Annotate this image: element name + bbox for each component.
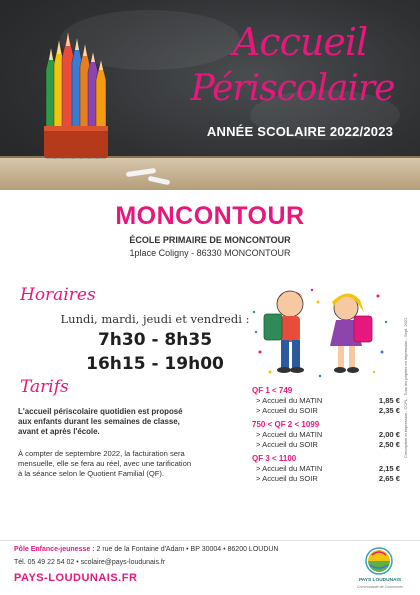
tarifs-heading: Tarifs — [20, 377, 69, 397]
qf-label: 750 < QF 2 < 1099 — [252, 420, 320, 429]
horaires-heading: Horaires — [20, 285, 96, 305]
billing-note-line: À compter de septembre 2022, la facturation sera — [18, 449, 185, 458]
price-label: > Accueil du MATIN — [256, 430, 323, 439]
footer-contact[interactable]: Tél. 05 49 22 54 02 • scolaire@pays-loudunais.fr — [14, 559, 166, 566]
qf-label: QF 1 < 749 — [252, 386, 293, 395]
pencils-illustration — [40, 30, 112, 160]
print-credit: Conception et impression : CCPL - Tous les papiers en impression - Sept. 2022 — [403, 317, 408, 458]
tarif-intro-line: L'accueil périscolaire quotidien est proposé — [18, 407, 183, 416]
price-row — [252, 396, 412, 406]
price-label: > Accueil du SOIR — [256, 406, 318, 415]
billing-note-line: à la séance selon le Quotient Familial (QF). — [18, 469, 165, 478]
billing-note-line: mensuelle, elle se fera au réel, avec une tarification — [18, 459, 192, 468]
chalk-tray — [0, 158, 420, 190]
price-value: 2,00 € — [378, 430, 400, 439]
pole-address: 2 rue de la Fontaine d'Adam • BP 30004 • 86200 LOUDUN — [96, 546, 279, 553]
children-with-backpacks-illustration — [250, 282, 390, 382]
price-label: > Accueil du MATIN — [256, 464, 323, 473]
school-year: ANNÉE SCOLAIRE 2022/2023 — [206, 124, 394, 139]
footer-website-link[interactable]: PAYS-LOUDUNAIS.FR — [14, 572, 138, 584]
tarif-intro-line: avant et après l'école. — [18, 427, 100, 436]
logo-name: PAYS LOUDUNAIS — [358, 578, 402, 583]
footer-address — [14, 546, 278, 553]
qf-group-1 — [252, 385, 412, 416]
price-value: 2,15 € — [378, 464, 400, 473]
tarif-intro-line: aux enfants durant les semaines de classe, — [18, 417, 180, 426]
header-banner — [0, 0, 420, 190]
price-value: 1,85 € — [378, 396, 400, 405]
price-row — [252, 464, 412, 474]
price-row — [252, 406, 412, 416]
opening-days: Lundi, mardi, jeudi et vendredi : — [60, 312, 250, 326]
price-value: 2,50 € — [378, 440, 400, 449]
price-label: > Accueil du SOIR — [256, 474, 318, 483]
price-label: > Accueil du SOIR — [256, 440, 318, 449]
price-label: > Accueil du MATIN — [256, 396, 323, 405]
price-value: 2,35 € — [378, 406, 400, 415]
qf-group-3 — [252, 453, 412, 484]
page-title-line2: Périscolaire — [190, 68, 395, 109]
price-row — [252, 474, 412, 484]
price-value: 2,65 € — [378, 474, 400, 483]
school-name: ÉCOLE PRIMAIRE DE MONCONTOUR — [129, 235, 291, 245]
pole-label: Pôle Enfance-jeunesse : — [14, 546, 95, 553]
tarif-intro — [18, 407, 213, 437]
logo-tagline: Communauté de Communes — [357, 585, 403, 589]
qf-label: QF 3 < 1100 — [252, 454, 297, 463]
school-address: 1place Coligny - 86330 MONCONTOUR — [129, 248, 291, 258]
morning-hours: 7h30 - 8h35 — [97, 330, 213, 350]
page-title-line1: Accueil — [232, 20, 368, 64]
evening-hours: 16h15 - 19h00 — [86, 354, 224, 374]
footer-divider — [0, 540, 420, 541]
price-row — [252, 430, 412, 440]
city-name: MONCONTOUR — [115, 202, 305, 230]
qf-group-2 — [252, 419, 412, 450]
price-row — [252, 440, 412, 450]
billing-note — [18, 449, 213, 479]
